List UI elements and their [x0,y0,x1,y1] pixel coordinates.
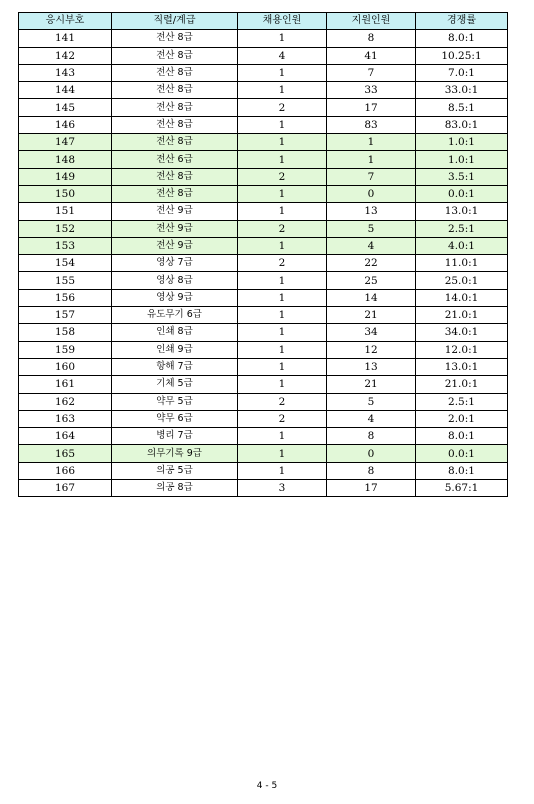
cell-ratio: 8.5:1 [416,99,508,116]
cell-code: 164 [19,428,112,445]
cell-job: 전산 8급 [112,64,238,81]
cell-code: 165 [19,445,112,462]
cell-code: 150 [19,185,112,202]
table-row [19,64,508,81]
cell-ratio: 34.0:1 [416,324,508,341]
table-row [19,428,508,445]
cell-apply: 41 [327,47,416,64]
cell-ratio: 33.0:1 [416,82,508,99]
header-apply: 지원인원 [327,13,416,30]
cell-job: 전산 8급 [112,185,238,202]
cell-ratio: 0.0:1 [416,185,508,202]
cell-job: 의공 8급 [112,480,238,497]
cell-code: 147 [19,134,112,151]
cell-apply: 8 [327,30,416,47]
table-row [19,134,508,151]
cell-apply: 1 [327,151,416,168]
cell-apply: 34 [327,324,416,341]
cell-hire: 1 [238,116,327,133]
cell-ratio: 2.5:1 [416,220,508,237]
cell-job: 병리 7급 [112,428,238,445]
cell-apply: 17 [327,480,416,497]
cell-hire: 1 [238,376,327,393]
cell-job: 약무 6급 [112,410,238,427]
cell-ratio: 13.0:1 [416,358,508,375]
cell-apply: 12 [327,341,416,358]
cell-code: 160 [19,358,112,375]
cell-ratio: 7.0:1 [416,64,508,81]
cell-hire: 1 [238,341,327,358]
cell-hire: 2 [238,410,327,427]
table-row [19,151,508,168]
table-body [19,30,508,497]
table-row [19,116,508,133]
cell-ratio: 8.0:1 [416,428,508,445]
cell-job: 전산 8급 [112,30,238,47]
cell-apply: 5 [327,220,416,237]
cell-ratio: 11.0:1 [416,255,508,272]
cell-apply: 14 [327,289,416,306]
table-row [19,255,508,272]
cell-hire: 1 [238,64,327,81]
cell-code: 154 [19,255,112,272]
cell-job: 영상 8급 [112,272,238,289]
header-ratio: 경쟁률 [416,13,508,30]
cell-apply: 33 [327,82,416,99]
cell-hire: 1 [238,428,327,445]
table-row [19,99,508,116]
table-row [19,358,508,375]
cell-job: 전산 8급 [112,99,238,116]
table-row [19,237,508,254]
header-code: 응시부호 [19,13,112,30]
table-row [19,307,508,324]
cell-ratio: 83.0:1 [416,116,508,133]
cell-code: 155 [19,272,112,289]
cell-apply: 83 [327,116,416,133]
cell-ratio: 2.5:1 [416,393,508,410]
cell-code: 161 [19,376,112,393]
cell-hire: 2 [238,99,327,116]
cell-ratio: 8.0:1 [416,30,508,47]
cell-job: 기체 5급 [112,376,238,393]
cell-ratio: 3.5:1 [416,168,508,185]
table-row [19,185,508,202]
cell-code: 146 [19,116,112,133]
cell-job: 전산 8급 [112,116,238,133]
cell-hire: 1 [238,203,327,220]
cell-code: 152 [19,220,112,237]
cell-hire: 2 [238,393,327,410]
cell-code: 163 [19,410,112,427]
cell-job: 전산 8급 [112,82,238,99]
cell-apply: 22 [327,255,416,272]
cell-apply: 0 [327,185,416,202]
table-row [19,168,508,185]
cell-code: 145 [19,99,112,116]
table-row [19,480,508,497]
cell-job: 전산 9급 [112,237,238,254]
cell-job: 전산 9급 [112,220,238,237]
cell-apply: 4 [327,410,416,427]
cell-job: 전산 8급 [112,134,238,151]
cell-hire: 2 [238,255,327,272]
cell-ratio: 21.0:1 [416,307,508,324]
table-row [19,47,508,64]
cell-ratio: 10.25:1 [416,47,508,64]
cell-code: 167 [19,480,112,497]
cell-job: 전산 8급 [112,47,238,64]
page-number: 4 - 5 [256,781,278,791]
cell-hire: 1 [238,134,327,151]
cell-code: 162 [19,393,112,410]
table-row [19,324,508,341]
cell-apply: 13 [327,358,416,375]
cell-ratio: 1.0:1 [416,134,508,151]
cell-hire: 1 [238,324,327,341]
cell-code: 159 [19,341,112,358]
cell-hire: 1 [238,30,327,47]
cell-apply: 21 [327,376,416,393]
cell-code: 141 [19,30,112,47]
cell-apply: 17 [327,99,416,116]
table-row [19,203,508,220]
cell-ratio: 21.0:1 [416,376,508,393]
table-row [19,410,508,427]
cell-ratio: 8.0:1 [416,462,508,479]
cell-code: 156 [19,289,112,306]
cell-code: 148 [19,151,112,168]
cell-job: 항해 7급 [112,358,238,375]
cell-ratio: 12.0:1 [416,341,508,358]
cell-code: 157 [19,307,112,324]
table-row [19,82,508,99]
cell-ratio: 25.0:1 [416,272,508,289]
cell-job: 영상 7급 [112,255,238,272]
cell-apply: 8 [327,428,416,445]
cell-apply: 25 [327,272,416,289]
table-row [19,341,508,358]
cell-code: 144 [19,82,112,99]
cell-code: 158 [19,324,112,341]
cell-job: 전산 9급 [112,203,238,220]
cell-ratio: 1.0:1 [416,151,508,168]
cell-ratio: 0.0:1 [416,445,508,462]
cell-hire: 2 [238,220,327,237]
cell-hire: 1 [238,289,327,306]
cell-job: 영상 9급 [112,289,238,306]
cell-apply: 5 [327,393,416,410]
table-row [19,393,508,410]
cell-ratio: 14.0:1 [416,289,508,306]
table-row [19,462,508,479]
cell-job: 의무기록 9급 [112,445,238,462]
cell-hire: 4 [238,47,327,64]
cell-ratio: 13.0:1 [416,203,508,220]
table-row [19,289,508,306]
cell-code: 166 [19,462,112,479]
cell-apply: 1 [327,134,416,151]
cell-code: 149 [19,168,112,185]
cell-apply: 4 [327,237,416,254]
cell-hire: 1 [238,462,327,479]
cell-code: 142 [19,47,112,64]
cell-job: 인쇄 9급 [112,341,238,358]
table-header-row [19,13,508,30]
cell-hire: 1 [238,237,327,254]
cell-hire: 1 [238,307,327,324]
cell-apply: 0 [327,445,416,462]
table-row [19,30,508,47]
header-job: 직렬/계급 [112,13,238,30]
cell-hire: 1 [238,445,327,462]
cell-apply: 21 [327,307,416,324]
cell-apply: 7 [327,64,416,81]
table-row [19,272,508,289]
cell-apply: 8 [327,462,416,479]
cell-hire: 1 [238,82,327,99]
cell-hire: 1 [238,151,327,168]
cell-code: 153 [19,237,112,254]
cell-apply: 13 [327,203,416,220]
table-row [19,220,508,237]
cell-code: 151 [19,203,112,220]
table-row [19,376,508,393]
cell-job: 전산 6급 [112,151,238,168]
cell-hire: 1 [238,272,327,289]
cell-hire: 1 [238,358,327,375]
cell-code: 143 [19,64,112,81]
cell-job: 약무 5급 [112,393,238,410]
cell-hire: 1 [238,185,327,202]
cell-job: 의공 5급 [112,462,238,479]
cell-apply: 7 [327,168,416,185]
cell-ratio: 5.67:1 [416,480,508,497]
cell-job: 전산 8급 [112,168,238,185]
cell-hire: 2 [238,168,327,185]
cell-hire: 3 [238,480,327,497]
cell-ratio: 4.0:1 [416,237,508,254]
competition-table [18,12,508,497]
cell-job: 인쇄 8급 [112,324,238,341]
cell-ratio: 2.0:1 [416,410,508,427]
header-hire: 채용인원 [238,13,327,30]
cell-job: 유도무기 6급 [112,307,238,324]
table-row [19,445,508,462]
